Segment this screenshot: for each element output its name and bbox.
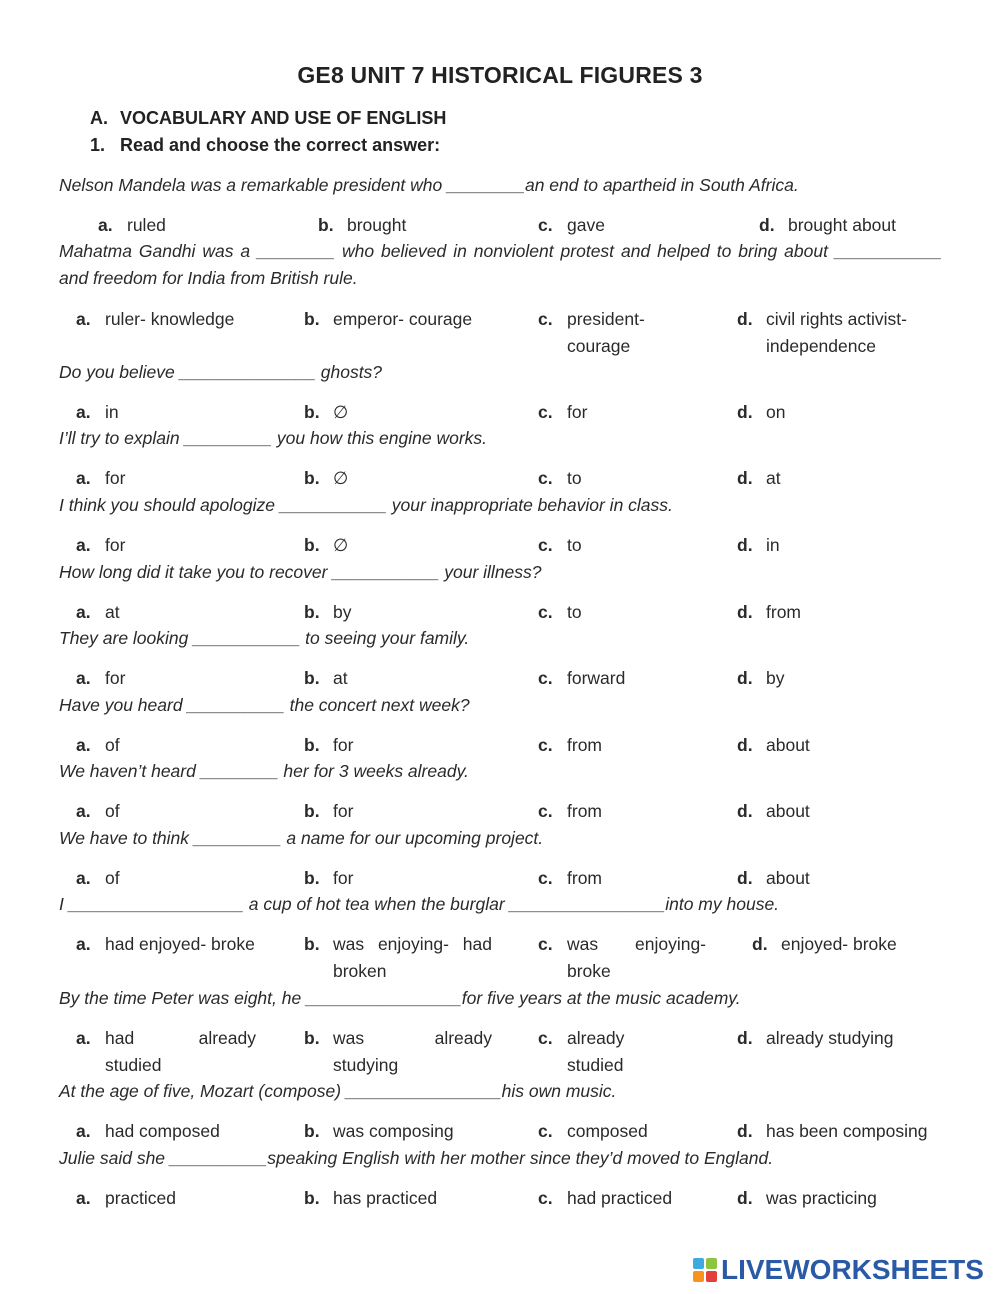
- option-letter: b.: [304, 468, 320, 488]
- option-text: at: [766, 468, 781, 488]
- option-text: of: [105, 735, 120, 755]
- liveworksheets-logo[interactable]: [693, 1253, 984, 1287]
- option-text: had enjoyed- broke: [105, 934, 255, 954]
- option-letter: a.: [76, 735, 91, 755]
- question-text: Julie said she __________speaking English with her mother since they’d moved to England.: [59, 1148, 774, 1168]
- option-a[interactable]: [76, 931, 256, 958]
- question-text: Mahatma Gandhi was a ________ who believed in nonviolent protest and helped to bring about ___________ and freedom for India from British rule.: [59, 241, 942, 288]
- option-b[interactable]: [304, 798, 484, 825]
- option-letter: d.: [737, 602, 753, 622]
- option-letter: a.: [98, 215, 113, 235]
- option-b[interactable]: [304, 306, 504, 333]
- option-letter: c.: [538, 535, 553, 555]
- option-d[interactable]: [737, 1025, 947, 1052]
- option-letter: a.: [76, 602, 91, 622]
- option-text: in: [105, 402, 119, 422]
- option-a[interactable]: [98, 212, 278, 239]
- option-c[interactable]: [538, 306, 668, 359]
- option-letter: b.: [304, 668, 320, 688]
- option-letter: c.: [538, 801, 553, 821]
- option-d[interactable]: [737, 732, 937, 759]
- option-c[interactable]: [538, 1025, 668, 1078]
- option-d[interactable]: [737, 1185, 947, 1212]
- option-c[interactable]: [538, 798, 718, 825]
- option-text: practiced: [105, 1188, 177, 1208]
- option-text: about: [766, 801, 810, 821]
- question-text: We haven’t heard ________ her for 3 weeks already.: [59, 761, 469, 781]
- option-text: president- courage: [567, 309, 645, 356]
- question-text: At the age of five, Mozart (compose) ________________his own music.: [59, 1081, 617, 1101]
- option-text: was enjoying- had broken: [333, 934, 492, 981]
- option-letter: d.: [737, 1188, 753, 1208]
- option-b[interactable]: [304, 1185, 514, 1212]
- option-letter: b.: [318, 215, 334, 235]
- option-text: was enjoying- broke: [567, 934, 706, 981]
- option-letter: d.: [759, 215, 775, 235]
- option-letter: d.: [737, 1121, 753, 1141]
- option-text: ∅: [333, 468, 349, 488]
- question-text: I __________________ a cup of hot tea when the burglar ________________into my house.: [59, 894, 780, 914]
- option-letter: a.: [76, 1188, 91, 1208]
- option-text: ∅: [333, 535, 349, 555]
- option-letter: a.: [76, 468, 91, 488]
- option-text: on: [766, 402, 786, 422]
- option-d[interactable]: [737, 1118, 962, 1145]
- option-letter: b.: [304, 934, 320, 954]
- option-a[interactable]: [76, 306, 271, 333]
- option-letter: c.: [538, 309, 553, 329]
- option-text: to: [567, 535, 582, 555]
- option-letter: c.: [538, 668, 553, 688]
- option-d[interactable]: [737, 465, 937, 492]
- question-text: I think you should apologize ___________ your inappropriate behavior in class.: [59, 495, 673, 515]
- option-text: was composing: [333, 1121, 454, 1141]
- logo-icon: [693, 1258, 717, 1282]
- option-text: in: [766, 535, 780, 555]
- option-b[interactable]: [304, 1118, 514, 1145]
- option-text: gave: [567, 215, 605, 235]
- option-letter: c.: [538, 402, 553, 422]
- option-text: ruled: [127, 215, 166, 235]
- option-text: from: [567, 801, 602, 821]
- option-d[interactable]: [737, 865, 937, 892]
- option-text: composed: [567, 1121, 648, 1141]
- option-letter: c.: [538, 215, 553, 235]
- option-text: by: [766, 668, 785, 688]
- option-letter: a.: [76, 1028, 91, 1048]
- option-text: has practiced: [333, 1188, 438, 1208]
- option-b[interactable]: [304, 599, 484, 626]
- option-a[interactable]: [76, 599, 256, 626]
- option-letter: c.: [538, 735, 553, 755]
- option-letter: b.: [304, 801, 320, 821]
- option-a[interactable]: [76, 1185, 276, 1212]
- option-b[interactable]: [304, 1025, 492, 1078]
- option-letter: a.: [76, 1121, 91, 1141]
- question-text: By the time Peter was eight, he ________________for five years at the music academy.: [59, 988, 741, 1008]
- option-text: for: [567, 402, 588, 422]
- option-text: had composed: [105, 1121, 220, 1141]
- option-letter: c.: [538, 602, 553, 622]
- option-d[interactable]: [737, 599, 937, 626]
- option-letter: c.: [538, 1121, 553, 1141]
- question-text: How long did it take you to recover ___________ your illness?: [59, 562, 542, 582]
- option-text: for: [105, 468, 126, 488]
- option-c[interactable]: [538, 865, 718, 892]
- option-letter: d.: [737, 1028, 753, 1048]
- option-letter: c.: [538, 1188, 553, 1208]
- option-text: already studied: [567, 1028, 625, 1075]
- option-text: was already studying: [333, 1028, 492, 1075]
- option-letter: d.: [737, 668, 753, 688]
- option-c[interactable]: [538, 1185, 728, 1212]
- option-text: of: [105, 801, 120, 821]
- option-a[interactable]: [76, 865, 256, 892]
- option-letter: b.: [304, 402, 320, 422]
- task-heading: [90, 135, 440, 156]
- option-c[interactable]: [538, 212, 728, 239]
- option-text: from: [567, 868, 602, 888]
- option-text: forward: [567, 668, 626, 688]
- option-d[interactable]: [737, 306, 947, 359]
- option-b[interactable]: [304, 665, 484, 692]
- option-letter: a.: [76, 934, 91, 954]
- option-letter: b.: [304, 1121, 320, 1141]
- option-text: by: [333, 602, 352, 622]
- option-letter: a.: [76, 535, 91, 555]
- option-text: from: [567, 735, 602, 755]
- question-text: Nelson Mandela was a remarkable president who ________an end to apartheid in South Africa.: [59, 175, 799, 195]
- option-c[interactable]: [538, 732, 718, 759]
- option-letter: c.: [538, 1028, 553, 1048]
- question-text: Have you heard __________ the concert next week?: [59, 695, 470, 715]
- option-letter: a.: [76, 402, 91, 422]
- option-letter: d.: [737, 735, 753, 755]
- option-a[interactable]: [76, 465, 256, 492]
- option-letter: a.: [76, 801, 91, 821]
- option-b[interactable]: [304, 732, 484, 759]
- option-a[interactable]: [76, 532, 256, 559]
- option-text: had already studied: [105, 1028, 256, 1075]
- option-text: about: [766, 735, 810, 755]
- task-label: Read and choose the correct answer:: [120, 135, 441, 155]
- page-title: GE8 UNIT 7 HISTORICAL FIGURES 3: [297, 62, 703, 88]
- option-d[interactable]: [752, 931, 952, 958]
- option-c[interactable]: [538, 931, 706, 984]
- option-letter: d.: [737, 801, 753, 821]
- option-c[interactable]: [538, 399, 718, 426]
- option-text: already studying: [766, 1028, 894, 1048]
- option-letter: d.: [737, 309, 753, 329]
- option-c[interactable]: [538, 1118, 728, 1145]
- option-letter: d.: [737, 868, 753, 888]
- option-letter: b.: [304, 602, 320, 622]
- option-d[interactable]: [759, 212, 949, 239]
- option-c[interactable]: [538, 599, 718, 626]
- section-number: A.: [90, 108, 108, 128]
- option-letter: c.: [538, 468, 553, 488]
- option-letter: d.: [737, 402, 753, 422]
- option-b[interactable]: [304, 399, 484, 426]
- option-text: for: [105, 535, 126, 555]
- option-b[interactable]: [304, 865, 484, 892]
- option-a[interactable]: [76, 1025, 256, 1078]
- option-a[interactable]: [76, 732, 256, 759]
- option-b[interactable]: [318, 212, 508, 239]
- option-letter: b.: [304, 735, 320, 755]
- option-letter: b.: [304, 1188, 320, 1208]
- option-b[interactable]: [304, 532, 484, 559]
- option-c[interactable]: [538, 532, 718, 559]
- option-text: brought about: [788, 215, 897, 235]
- option-letter: b.: [304, 868, 320, 888]
- option-c[interactable]: [538, 465, 718, 492]
- option-letter: b.: [304, 535, 320, 555]
- option-b[interactable]: [304, 931, 492, 984]
- option-text: at: [105, 602, 120, 622]
- option-text: for: [333, 868, 354, 888]
- option-letter: d.: [737, 535, 753, 555]
- option-letter: d.: [737, 468, 753, 488]
- option-letter: b.: [304, 309, 320, 329]
- section-heading: [90, 108, 446, 129]
- option-text: was practicing: [766, 1188, 877, 1208]
- option-a[interactable]: [76, 1118, 276, 1145]
- option-text: at: [333, 668, 348, 688]
- option-text: has been composing: [766, 1121, 928, 1141]
- option-text: enjoyed- broke: [781, 934, 897, 954]
- question-text: Do you believe ______________ ghosts?: [59, 362, 383, 382]
- option-text: to: [567, 468, 582, 488]
- option-text: about: [766, 868, 810, 888]
- option-d[interactable]: [737, 798, 937, 825]
- option-a[interactable]: [76, 665, 256, 692]
- option-text: from: [766, 602, 801, 622]
- option-text: for: [105, 668, 126, 688]
- option-c[interactable]: [538, 665, 718, 692]
- option-b[interactable]: [304, 465, 484, 492]
- question-text: We have to think _________ a name for our upcoming project.: [59, 828, 544, 848]
- option-d[interactable]: [737, 532, 937, 559]
- task-number: 1.: [90, 135, 106, 155]
- option-a[interactable]: [76, 798, 256, 825]
- option-letter: c.: [538, 934, 553, 954]
- logo-wordmark: LIVEWORKSHEETS: [721, 1254, 984, 1285]
- option-text: for: [333, 801, 354, 821]
- option-text: ∅: [333, 402, 349, 422]
- section-label: VOCABULARY AND USE OF ENGLISH: [120, 108, 447, 128]
- option-text: emperor- courage: [333, 309, 473, 329]
- option-letter: b.: [304, 1028, 320, 1048]
- option-text: brought: [347, 215, 407, 235]
- option-text: of: [105, 868, 120, 888]
- option-letter: a.: [76, 668, 91, 688]
- option-text: to: [567, 602, 582, 622]
- option-letter: c.: [538, 868, 553, 888]
- question-text: I’ll try to explain _________ you how this engine works.: [59, 428, 488, 448]
- option-letter: a.: [76, 868, 91, 888]
- option-d[interactable]: [737, 665, 937, 692]
- option-text: for: [333, 735, 354, 755]
- option-letter: a.: [76, 309, 91, 329]
- option-letter: d.: [752, 934, 768, 954]
- option-text: had practiced: [567, 1188, 673, 1208]
- option-text: ruler- knowledge: [105, 309, 235, 329]
- option-d[interactable]: [737, 399, 937, 426]
- option-a[interactable]: [76, 399, 256, 426]
- option-text: civil rights activist- independence: [766, 309, 907, 356]
- question-text: They are looking ___________ to seeing your family.: [59, 628, 470, 648]
